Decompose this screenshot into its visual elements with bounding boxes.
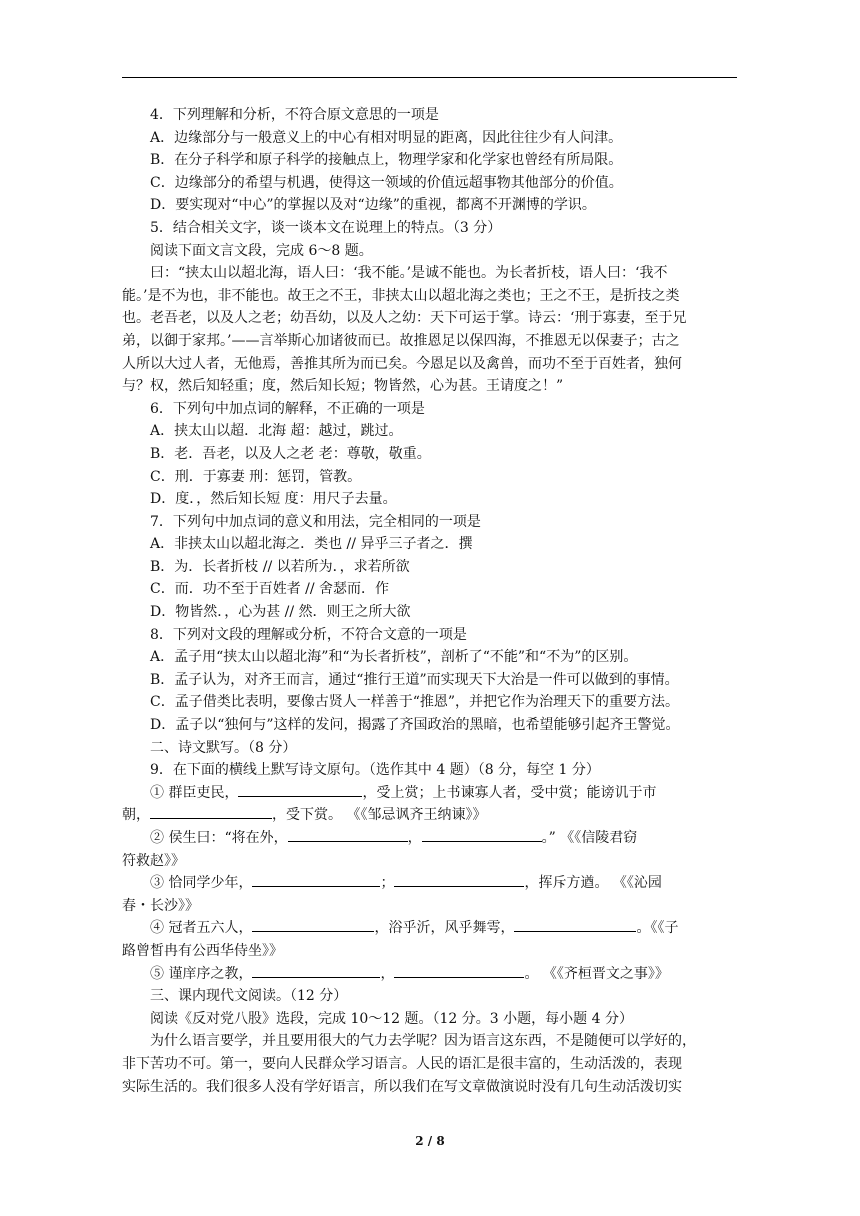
section-2-heading: 二、诗文默写。（8 分） [150,739,297,756]
answer-blank[interactable] [422,827,542,842]
passage-line: 人所以大过人者，无他焉，善推其所为而已矣。今恩足以及禽兽，而功不至于百姓者，独何 [122,355,682,372]
q4-option-c: C．边缘部分的希望与机遇，使得这一领域的价值远超事物其他部分的价值。 [150,174,623,191]
q8-option-d: D．孟子以“独何与”这样的发问，揭露了齐国政治的黑暗，也希望能够引起齐王警觉。 [150,717,680,734]
q6-option-c: C．刑．于寡妻 刑：惩罚，管教。 [150,468,362,485]
q7-option-d: D．物皆然．，心为甚 // 然．则王之所大欲 [150,604,411,621]
q4-option-d: D．要实现对“中心”的掌握以及对“边缘”的重视，都离不开渊博的学识。 [150,197,596,214]
q6-option-a: A．挟太山以超．北海 超：越过，跳过。 [150,423,403,440]
q7-option-a: A．非挟太山以超北海之．类也 // 异乎三子者之．撰 [150,536,473,553]
passage-line: 与？权，然后知轻重；度，然后知长短；物皆然，心为甚。王请度之！” [122,378,564,395]
q9-item-3: ③ 恰同学少年， ； ，挥斥方遒。 《《沁园 [122,872,737,895]
q9-item-2-cont: 符救赵》》 [122,852,185,869]
passage-line: 能。’是不为也，非不能也。故王之不王，非挟太山以超北海之类也；王之不王，是折技之类 [122,287,680,304]
q7-option-c: C．而．功不至于百姓者 // 舍瑟而．作 [150,581,390,598]
q8-option-b: B．孟子认为，对齐王而言，通过“推行王道”而实现天下大治是一件可以做到的事情。 [150,671,679,688]
q9-item-4-cont: 路曾皙冉有公西华侍坐》》 [122,942,283,959]
answer-blank[interactable] [238,782,362,797]
modern-text-line: 为什么语言要学，并且要用很大的气力去学呢？因为语言这东西，不是随便可以学好的， [150,1033,696,1050]
q8-option-c: C．孟子借类比表明，要像古贤人一样善于“推恩”，并把它作为治理天下的重要方法。 [150,694,680,711]
q6-option-d: D．度．，然后知长短 度：用尺子去量。 [150,491,397,508]
answer-blank[interactable] [394,963,524,978]
q9-item-4: ④ 冠者五六人， ，浴乎沂，风乎舞雩， 。《《子 [122,917,737,940]
q7-stem: 7．下列句中加点词的意义和用法，完全相同的一项是 [150,513,481,530]
q4-option-b: B．在分子科学和原子科学的接触点上，物理学家和化学家也曾经有所局限。 [150,152,623,169]
q9-item-2: ② 侯生曰：“将在外， ， 。” 《《信陵君窃 [122,827,737,850]
q8-stem: 8．下列对文段的理解或分析，不符合文意的一项是 [150,626,467,643]
answer-blank[interactable] [252,963,380,978]
q8-option-a: A．孟子用“挟太山以超北海”和“为长者折枝”，剖析了“不能”和“不为”的区别。 [150,649,638,666]
q9-item-1: ① 群臣吏民， ，受上赏；上书谏寡人者，受中赏；能谤讥于市 [122,782,737,805]
modern-text-line: 实际生活的。我们很多人没有学好语言，所以我们在写文章做演说时没有几句生动活泼切实 [122,1078,682,1095]
answer-blank[interactable] [252,917,374,932]
passage-line: 也。老吾老，以及人之老；幼吾幼，以及人之幼：天下可运于掌。诗云：‘刑于寡妻，至于兄 [122,310,687,327]
page-body [122,104,737,1098]
q4-option-a: A．边缘部分与一般意义上的中心有相对明显的距离，因此往往少有人问津。 [150,129,623,146]
passage-line: 曰：“挟太山以超北海，语人曰：‘我不能。’是诚不能也。为长者折枝，语人曰：‘我不 [150,265,668,282]
answer-blank[interactable] [288,827,408,842]
q9-item-5: ⑤ 谨庠序之教， ， 。 《《齐桓晋文之事》》 [122,963,737,986]
answer-blank[interactable] [514,917,636,932]
section-3-heading: 三、课内现代文阅读。（12 分） [150,988,348,1005]
modern-intro: 阅读《反对党八股》选段，完成 10～12 题。（12 分。3 小题，每小题 4 分） [150,1010,633,1027]
q6-stem: 6．下列句中加点词的解释，不正确的一项是 [150,400,425,417]
modern-text-line: 非下苦功不可。第一，要向人民群众学习语言。人民的语汇是很丰富的，生动活泼的，表现 [122,1055,682,1072]
answer-blank[interactable] [394,872,524,887]
header-rule [122,77,737,78]
q9-item-1-cont: 朝， ，受下赏。 《《邹忌讽齐王纳谏》》 [122,804,737,827]
q7-option-b: B．为．长者折枝 // 以若所为．，求若所欲 [150,558,410,575]
q4-stem: 4．下列理解和分析，不符合原文意思的一项是 [150,107,439,123]
q9-item-3-cont: 春・长沙》》 [122,897,199,914]
q9-stem: 9．在下面的横线上默写诗文原句。（选作其中 4 题）（8 分，每空 1 分） [150,762,600,779]
q6-option-b: B．老．吾老，以及人之老 老：尊敬，敬重。 [150,445,431,462]
answer-blank[interactable] [252,872,380,887]
passage-line: 弟，以御于家邦。’——言举斯心加诸彼而已。故推恩足以保四海，不推恩无以保妻子；古之 [122,332,680,349]
page-number: 2 / 8 [415,1134,445,1148]
answer-blank[interactable] [150,804,272,819]
q5-stem: 5．结合相关文字，谈一谈本文在说理上的特点。（3 分） [150,219,502,236]
classical-intro: 阅读下面文言文段，完成 6～8 题。 [150,242,373,259]
